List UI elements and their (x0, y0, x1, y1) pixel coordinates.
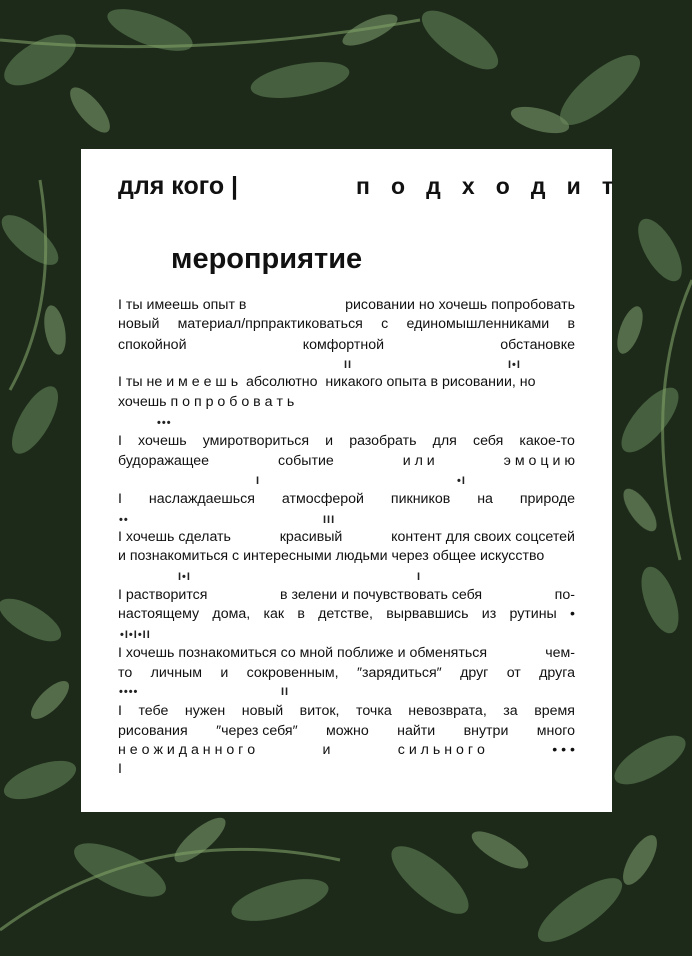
text-fragment: внутри (463, 723, 509, 739)
text-fragment: себя (472, 433, 504, 449)
text-fragment: умиротвориться (202, 433, 310, 449)
text-fragment: много (536, 723, 575, 739)
text-fragment: обстановке (500, 337, 575, 353)
text-fragment: ″через себя″ (216, 723, 298, 739)
mark: •• (119, 514, 129, 526)
text-fragment: для (432, 433, 457, 449)
heading-suits: п о д х о д и т (356, 173, 621, 199)
text-line (118, 723, 575, 739)
text-fragment: I (118, 703, 122, 719)
text-fragment: красивый (279, 529, 343, 545)
text-line (118, 374, 575, 390)
text-fragment: и л и (402, 453, 435, 469)
text-fragment: и (325, 433, 334, 449)
text-line (118, 529, 575, 545)
text-fragment: I (118, 761, 122, 777)
text-fragment: друг (460, 665, 489, 681)
text-fragment: I (118, 433, 122, 449)
text-fragment: ″зарядиться″ (356, 665, 442, 681)
text-fragment: новый (118, 316, 160, 332)
text-fragment: разобрать (349, 433, 417, 449)
text-fragment: пикников (390, 491, 451, 507)
text-line (118, 606, 575, 622)
text-fragment: I хочешь познакомиться со мной поближе и обменяться (118, 645, 487, 661)
mark: •••• (119, 686, 139, 698)
text-line (118, 316, 575, 332)
text-fragment: I ты не и м е е ш ь абсолютно никакого опыта в рисовании, но (118, 374, 536, 390)
text-fragment: единомышленниками (406, 316, 550, 332)
text-fragment: I растворится (118, 587, 208, 603)
text-fragment: I хочешь сделать (118, 529, 231, 545)
mark: ••• (157, 417, 172, 429)
text-fragment: точка (356, 703, 392, 719)
text-fragment: личным (150, 665, 202, 681)
text-fragment: с и л ь н о г о (397, 742, 485, 758)
mark: I (417, 571, 422, 583)
mark: I (256, 475, 261, 487)
text-line (118, 587, 575, 603)
text-line (118, 742, 575, 758)
text-fragment: рисования (118, 723, 188, 739)
text-fragment: хочешь п о п р о б о в а т ь (118, 394, 295, 410)
text-fragment: найти (397, 723, 436, 739)
text-line (118, 453, 575, 469)
text-fragment: невозврата, (408, 703, 487, 719)
text-fragment: I ты имеешь опыт в (118, 297, 247, 313)
text-fragment: комфортной (302, 337, 385, 353)
text-line (118, 394, 575, 410)
text-fragment: виток, (299, 703, 340, 719)
text-fragment: друга (539, 665, 575, 681)
text-fragment: будоражащее (118, 453, 210, 469)
text-fragment: • (570, 606, 575, 622)
text-fragment: на (477, 491, 493, 507)
mark: I•I (508, 359, 521, 371)
text-fragment: хочешь (138, 433, 187, 449)
text-fragment: контент для своих соцсетей (391, 529, 575, 545)
text-line (118, 433, 575, 449)
text-fragment: в (297, 606, 305, 622)
text-line (118, 665, 575, 681)
text-fragment: природе (519, 491, 575, 507)
text-fragment: от (506, 665, 521, 681)
text-fragment: • • • (552, 742, 575, 758)
mark: II (281, 686, 290, 698)
text-fragment: и (322, 742, 331, 758)
text-fragment: по- (554, 587, 575, 603)
mark: I•I (178, 571, 191, 583)
text-fragment: нужен (184, 703, 226, 719)
heading-for-whom: для кого | (118, 172, 239, 200)
text-fragment: атмосферой (281, 491, 364, 507)
text-line (118, 337, 575, 353)
text-line (118, 548, 575, 564)
text-fragment: детстве, (318, 606, 373, 622)
text-fragment: в зелени и почувствовать себя (280, 587, 483, 603)
text-fragment: наслаждаешься (148, 491, 255, 507)
text-fragment: э м о ц и ю (503, 453, 575, 469)
mark: •I (457, 475, 466, 487)
text-fragment: чем- (545, 645, 575, 661)
text-fragment: и (220, 665, 229, 681)
text-line (118, 645, 575, 661)
text-fragment: в (567, 316, 575, 332)
text-fragment: новый (241, 703, 284, 719)
text-line (118, 491, 575, 507)
text-fragment: событие (278, 453, 334, 469)
text-fragment: настоящему (118, 606, 200, 622)
text-fragment: I (118, 491, 122, 507)
text-line (118, 297, 575, 313)
text-fragment: какое-то (519, 433, 575, 449)
heading-event: мероприятие (171, 243, 363, 275)
text-fragment: из (481, 606, 497, 622)
text-fragment: вырвавшись (386, 606, 469, 622)
text-fragment: рутины (509, 606, 557, 622)
text-fragment: с (381, 316, 389, 332)
text-fragment: можно (326, 723, 369, 739)
text-fragment: то (118, 665, 133, 681)
text-fragment: время (534, 703, 575, 719)
mark: II (344, 359, 353, 371)
text-fragment: дома, (212, 606, 251, 622)
text-fragment: рисовании но хочешь попробовать (345, 297, 575, 313)
text-fragment: тебе (138, 703, 169, 719)
text-fragment: за (503, 703, 518, 719)
text-line (118, 761, 575, 777)
text-line (118, 703, 575, 719)
text-fragment: н е о ж и д а н н о г о (118, 742, 256, 758)
text-fragment: материал/прпрактиковаться (177, 316, 363, 332)
mark: •I•I•II (120, 629, 151, 641)
text-fragment: сокровенным, (246, 665, 339, 681)
mark: III (323, 514, 336, 526)
text-fragment: и познакомиться с интересными людьми через общее искусство (118, 548, 545, 564)
text-fragment: спокойной (118, 337, 187, 353)
text-fragment: как (263, 606, 285, 622)
